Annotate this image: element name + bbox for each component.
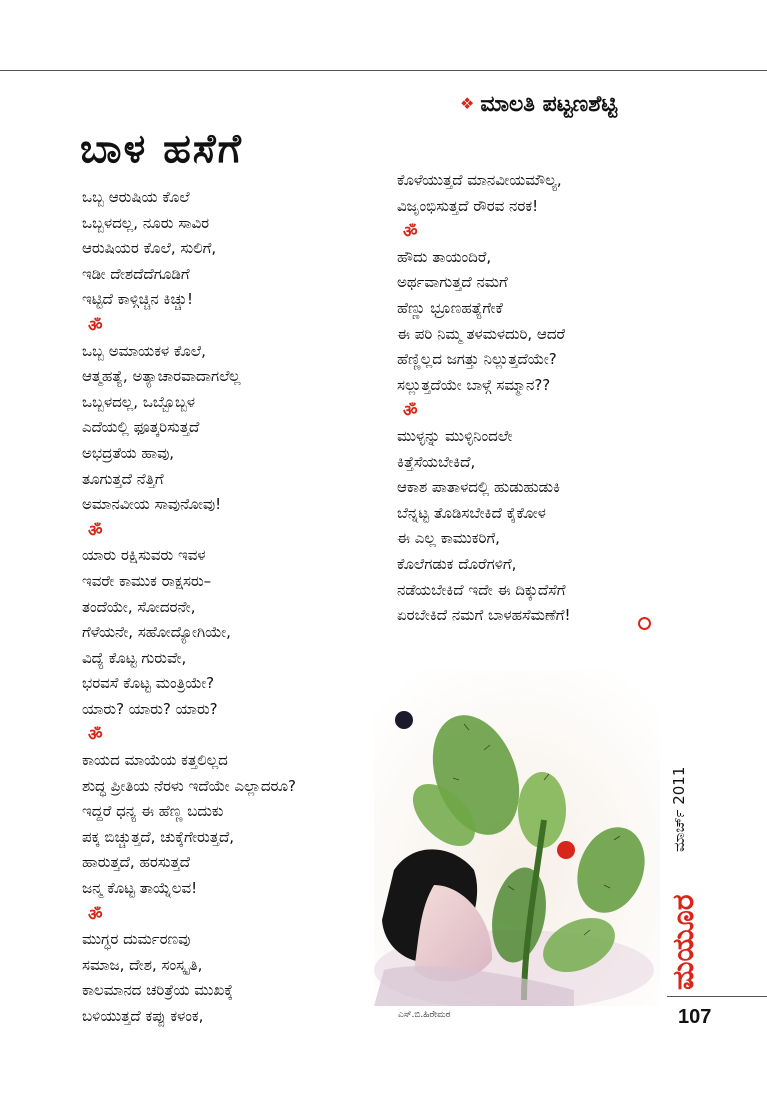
poem-line: ಹೆಣ್ಣು ಭ್ರೂಣಹತ್ಯೆಗೇಕೆ <box>397 298 503 317</box>
poem-line: ಆರುಷಿಯರ ಕೊಲೆ, ಸುಲಿಗೆ, <box>82 239 217 258</box>
poem-line: ಯಾರು? ಯಾರು? ಯಾರು? <box>82 699 218 718</box>
poem-line: ಬಳಿಯುತ್ತದೆ ಕಪ್ಪು ಕಳಂಕ, <box>82 1007 204 1025</box>
illustration <box>374 670 660 1006</box>
poem-line: ಕಿತ್ತೆಸೆಯಬೇಕಿದೆ, <box>397 452 476 471</box>
top-rule <box>0 70 767 71</box>
poem-line: ಇದ್ದರೆ ಧನ್ಯ ಈ ಹೆಣ್ಣ ಬದುಕು <box>82 802 224 821</box>
poem-title: ಬಾಳ ಹಸೆಗೆ <box>80 126 243 172</box>
poem-line: ಈ ಎಲ್ಲ ಕಾಮುಕರಿಗೆ, <box>397 529 500 548</box>
poem-line: ಪಕ್ಕ ಬಿಚ್ಚುತ್ತದೆ, ಚುಕ್ಕೆಗೇರುತ್ತದೆ, <box>82 827 235 846</box>
poem-line: ಕಾಯದ ಮಾಯೆಯ ಕತ್ತಲಿಲ್ಲದ <box>82 751 228 770</box>
poem-line: ಹೌದು ತಾಯಂದಿರೆ, <box>397 247 492 266</box>
poem-line: ತೂಗುತ್ತದೆ ನೆತ್ತಿಗೆ <box>82 469 164 488</box>
poem-line: ತಂದೆಯೇ, ಸೋದರನೇ, <box>82 597 196 616</box>
poem-line: ಅರ್ಥವಾಗುತ್ತದೆ ನಮಗೆ <box>397 273 508 292</box>
poem-column-right <box>397 168 571 629</box>
red-om-icon: ॐ <box>403 222 418 242</box>
poem-line: ಸಮಾಜ, ದೇಶ, ಸಂಸ್ಕೃತಿ, <box>82 955 203 974</box>
poem-line: ಜನ್ಮ ಕೊಟ್ಟ ತಾಯ್ನೆಲವ! <box>82 879 198 898</box>
poem-column-left <box>82 185 296 1030</box>
issue-month-text: ಮಾರ್ಚ್ 2011 <box>670 766 688 852</box>
poem-line: ಒಬ್ಬ ಅಮಾಯಕಳ ಕೊಲೆ, <box>82 341 206 360</box>
red-circle-icon <box>638 617 651 630</box>
poem-line: ನಡೆಯಬೇಕಿದೆ ಇದೇ ಈ ದಿಕ್ಕುದೆಸೆಗೆ <box>397 580 566 599</box>
poem-line: ಒಬ್ಬ ಆರುಷಿಯ ಕೊಲೆ <box>82 188 190 206</box>
poem-line: ಕಾಲಮಾನದ ಚರಿತ್ರೆಯ ಮುಖಕ್ಕೆ <box>82 981 234 1000</box>
red-om-icon: ॐ <box>88 315 103 335</box>
poem-line: ಒಬ್ಬಳದಲ್ಲ, ನೂರು ಸಾವಿರ <box>82 213 210 232</box>
magazine-logo-text: ಮಯೂರ <box>666 894 701 990</box>
poem-line: ಭರವಸೆ ಕೊಟ್ಟ ಮಂತ್ರಿಯೇ? <box>82 674 215 693</box>
red-om-icon: ॐ <box>88 725 103 745</box>
poem-line: ಶುದ್ಧ ಪ್ರೀತಿಯ ನೆರಳು ಇದೆಯೇ ಎಲ್ಲಾದರೂ? <box>82 776 296 795</box>
poem-line: ಹೆಣ್ಣಿಲ್ಲದ ಜಗತ್ತು ನಿಲ್ಲುತ್ತದೆಯೇ? <box>397 350 557 369</box>
page-number-rule <box>667 996 767 997</box>
poem-line: ಇಟ್ಟಿದೆ ಕಾಳ್ಗಿಚ್ಚಿನ ಕಿಚ್ಚು! <box>82 290 193 309</box>
red-om-icon: ॐ <box>403 401 418 421</box>
poem-line: ಈ ಪರಿ ನಿಮ್ಮ ತಳಮಳದುರಿ, ಆದರೆ <box>397 324 566 343</box>
page-number: 107 <box>678 1006 712 1028</box>
poem-line: ಹಾರುತ್ತದೆ, ಹರಸುತ್ತದೆ <box>82 853 191 872</box>
red-om-icon: ॐ <box>88 520 103 540</box>
author-line <box>460 92 617 117</box>
poem-line: ಬೆನ್ನಟ್ಟ ತೊಡಿಸಬೇಕಿದೆ ಕೈಕೋಳ <box>397 503 546 522</box>
poem-line: ಏರಬೇಕಿದೆ ನಮಗೆ ಬಾಳಹಸೆಮಣೆಗೆ! <box>397 606 571 625</box>
poem-line: ಇಡೀ ದೇಶದೆದೆಗೂಡಿಗೆ <box>82 264 190 283</box>
poem-line: ಗೆಳೆಯನೇ, ಸಹೋದ್ಯೋಗಿಯೇ, <box>82 623 231 642</box>
poem-line: ಅಮಾನವೀಯ ಸಾವುನೋವು! <box>82 495 222 514</box>
poem-line: ಇವರೇ ಕಾಮುಕ ರಾಕ್ಷಸರು– <box>82 571 212 590</box>
poem-line: ಕೊಲೆಗಡುಕ ದೊರೆಗಳಿಗೆ, <box>397 554 517 573</box>
illustration-credit: ಎಸ್.ಬಿ.ಹಿರೇಮಠ <box>398 1010 451 1020</box>
author-name: ಮಾಲತಿ ಪಟ್ಟಣಶೆಟ್ಟಿ <box>480 92 618 117</box>
poem-line: ವಿದ್ಯೆ ಕೊಟ್ಟ ಗುರುವೇ, <box>82 648 187 667</box>
red-diamond-icon: ❖ <box>460 94 475 113</box>
cactus-woman-illustration <box>374 670 660 1006</box>
poem-line: ಅಭದ್ರತೆಯ ಹಾವು, <box>82 443 175 462</box>
poem-line: ಆಕಾಶ ಪಾತಾಳದಲ್ಲಿ ಹುಡುಹುಡುಕಿ <box>397 478 561 497</box>
poem-line: ಯಾರು ರಕ್ಷಿಸುವರು ಇವಳ <box>82 546 206 565</box>
poem-line: ಕೊಳೆಯುತ್ತದೆ ಮಾನವೀಯಮೌಲ್ಯ, <box>397 171 562 189</box>
poem-line: ಮುಳ್ಳನ್ನು ಮುಳ್ಳಿನಿಂದಲೇ <box>397 426 513 445</box>
poem-line: ಎದೆಯಲ್ಲಿ ಫೂತ್ಕರಿಸುತ್ತದೆ <box>82 418 200 437</box>
poem-line: ಮುಗ್ಧರ ದುರ್ಮರಣವು <box>82 930 191 949</box>
poem-line: ವಿಜೃಂಭಿಸುತ್ತದೆ ರೌರವ ನರಕ! <box>397 196 539 215</box>
red-om-icon: ॐ <box>88 904 103 924</box>
poem-line: ಆತ್ಮಹತ್ಯೆ, ಅತ್ಯಾಚಾರವಾದಾಗಲೆಲ್ಲ <box>82 367 241 386</box>
poem-line: ಸಲ್ಲುತ್ತದೆಯೇ ಬಾಳ್ಗೆ ಸಮ್ಮಾನ?? <box>397 375 551 394</box>
poem-line: ಒಬ್ಬಳದಲ್ಲ, ಒಬ್ಬೊಬ್ಬಳ <box>82 392 196 411</box>
